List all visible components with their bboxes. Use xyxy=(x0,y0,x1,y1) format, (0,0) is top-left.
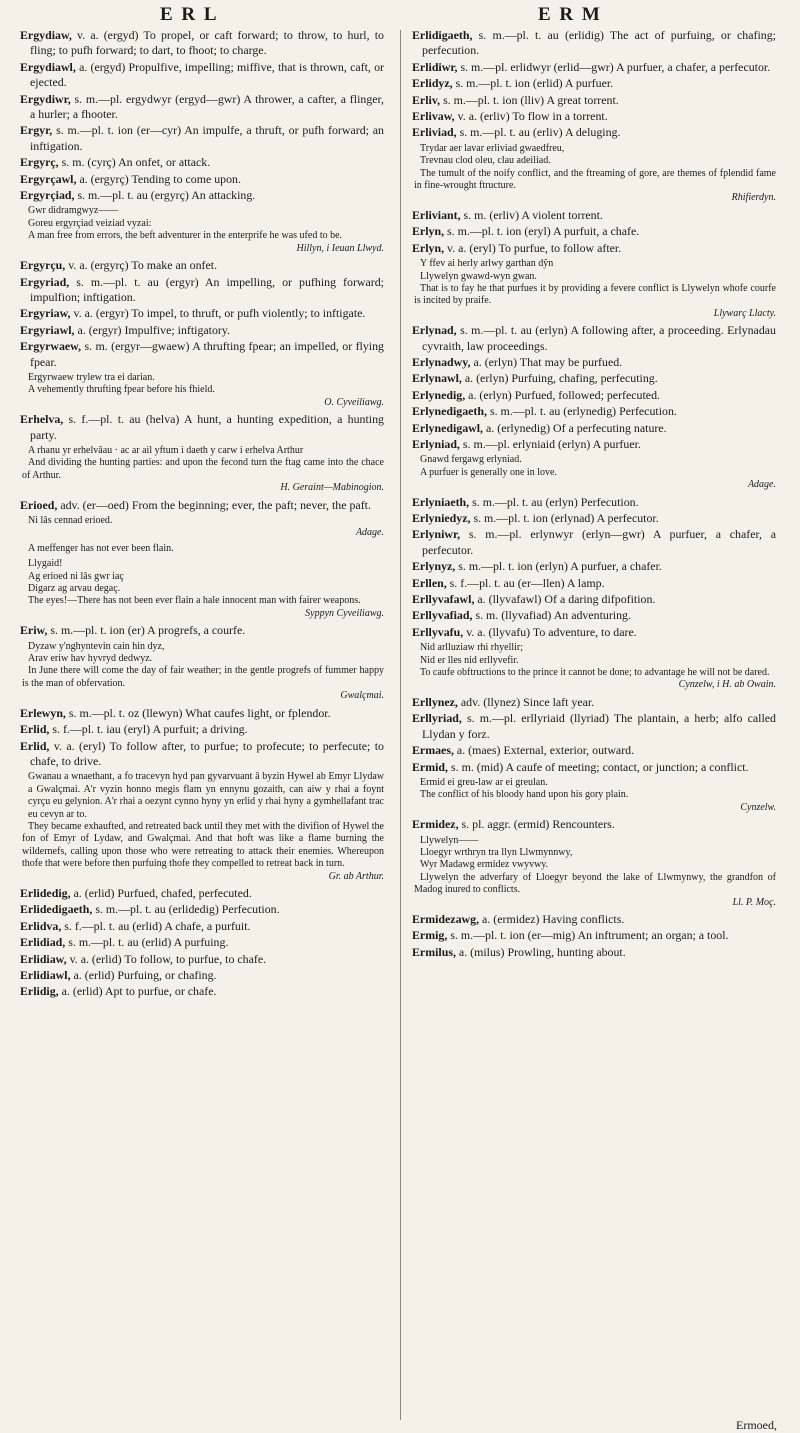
dictionary-entry xyxy=(20,902,384,917)
dictionary-entry xyxy=(412,743,776,758)
definition: s. m.—pl. erlynwyr (erlyn—gwr) A purfuer, a chafer, a perfecutor. xyxy=(422,527,776,557)
welsh-quote-line: Arav eriw hav hyvryd dedwyz. xyxy=(28,653,153,665)
dictionary-entry xyxy=(412,60,776,75)
headword: Ergyrçu, xyxy=(20,258,66,273)
dictionary-entry xyxy=(412,760,776,775)
headword: Ermidez, xyxy=(412,817,459,832)
translation-line: The tumult of the noify conflict, and the ftreaming of gore, are themes of fplendid fame in fine-wrought ftructure. xyxy=(414,167,776,192)
dictionary-entry xyxy=(412,388,776,403)
definition: s. m.—pl. t. ion (er—mig) An inftrument; an organ; a tool. xyxy=(450,928,729,943)
dictionary-entry xyxy=(20,275,384,306)
headword: Ergyriawl, xyxy=(20,322,75,337)
headword: Erlidedigaeth, xyxy=(20,902,93,917)
dictionary-entry xyxy=(20,984,384,999)
headword: Erlynyz, xyxy=(412,559,456,574)
citation xyxy=(412,454,776,491)
definition: a. (erlyn) Purfued, followed; perfecuted. xyxy=(468,387,660,402)
definition: s. m.—pl. t. au (erlid) A purfuing. xyxy=(68,935,229,950)
headword: Erlyniwr, xyxy=(412,527,461,542)
headword: Erlewyn, xyxy=(20,705,66,720)
definition: adv. (er—oed) From the beginning; ever, the paft; never, the paft. xyxy=(60,497,371,512)
translation-line: To caufe obftructions to the prince it cannot be done; to advantage he will not be dared. xyxy=(420,667,770,679)
dictionary-entry xyxy=(412,28,776,59)
dictionary-entry xyxy=(20,739,384,770)
dictionary-entry xyxy=(412,711,776,742)
definition: s. m.—pl. erlidwyr (erlid—gwr) A purfuer, a chafer, a perfecutor. xyxy=(460,59,771,74)
citation-source: Adage. xyxy=(747,479,776,491)
translation-line: In June there will come the day of fair weather; in the gentle progrefs of fummer happy is the man of obfervation. xyxy=(22,665,384,689)
definition: s. m.—pl. t. au (ergyrç) An attacking. xyxy=(77,188,256,203)
definition: v. a. (erliv) To flow in a torrent. xyxy=(457,109,608,124)
welsh-quote-line: Gwr didramgwyz—— xyxy=(28,205,119,217)
welsh-quote-line: Digarz ag arvau degaç. xyxy=(28,583,121,595)
left-column xyxy=(20,28,384,1423)
dictionary-entry xyxy=(412,495,776,510)
headword: Eriw, xyxy=(20,623,48,638)
catchword: Ermoed, xyxy=(736,1418,777,1432)
dictionary-entry xyxy=(20,952,384,967)
welsh-quote-line: Gnawd fergawg erlyniad. xyxy=(420,454,522,466)
welsh-quote-line: Llywelyn gwawd-wyn gwan. xyxy=(420,270,537,282)
dictionary-entry xyxy=(20,60,384,91)
dictionary-entry xyxy=(412,625,776,640)
citation xyxy=(20,558,384,620)
headword: Ergydiawl, xyxy=(20,59,76,74)
dictionary-entry xyxy=(412,527,776,558)
headword: Ermid, xyxy=(412,759,449,774)
headword: Ergyrwaew, xyxy=(20,339,82,354)
welsh-quote-line: Llygaid! xyxy=(28,558,63,570)
headword: Erlyniad, xyxy=(412,436,460,451)
welsh-quote-line: Dyzaw y'nghyntevin cain hin dyz, xyxy=(28,640,165,652)
translation-line: The eyes!—There has not been ever flain a hale innocent man with fairer weapons. xyxy=(28,595,361,607)
definition: s. m.—pl. t. au (erlyn) A following after, a proceeding. Erlynadau cyvraith, law proceedings. xyxy=(422,323,776,353)
headword: Ergyrç, xyxy=(20,155,59,170)
headword: Ergyrçiad, xyxy=(20,188,75,203)
definition: s. m.—pl. erlyniaid (erlyn) A purfuer. xyxy=(462,436,641,451)
headword: Erlidiawl, xyxy=(20,968,71,982)
dictionary-entry xyxy=(20,919,384,934)
dictionary-entry xyxy=(412,355,776,370)
citation xyxy=(412,642,776,692)
headword: Erlyniaeth, xyxy=(412,494,470,509)
citation xyxy=(412,258,776,320)
definition: s. m.—pl. t. au (erlyn) Perfecution. xyxy=(472,494,639,509)
citation-source: Adage. xyxy=(355,527,384,539)
definition: s. f.—pl. t. iau (eryl) A purfuit; a driving. xyxy=(52,722,248,737)
definition: s. f.—pl. t. au (helva) A hunt, a hunting expedition, a hunting party. xyxy=(30,412,384,442)
welsh-quote-line: A rhanu yr erhelvâau · ac ar ail yftum i daeth y carw i erhelva Arthur xyxy=(28,444,304,456)
welsh-quote-line: Gwanau a wnaethant, a fo tracevyn hyd pan gyvarvuant â byzin Hywel ab Emyr Llydaw a Gwalçmai. A'r vyzin honno megis flam yn ennynu gozaith, can aiw y rhai a foynt cyrçu eu gelynion. A'r rhai a oezynt cynno hyny yn erlid y rhai hyny a gymhellafant trac eu cevyn ar to. xyxy=(28,771,384,820)
headword: Erllyvafiad, xyxy=(412,608,473,623)
headword: Erlynawl, xyxy=(412,371,462,386)
citation xyxy=(20,445,384,495)
citation-source: O. Cyveiliawg. xyxy=(324,396,384,408)
definition: v. a. (eryl) To follow after, to purfue; to profecute; to perfecute; to chafe, to drive. xyxy=(30,738,384,768)
definition: s. m.—pl. ergydwyr (ergyd—gwr) A thrower, a cafter, a flinger, a hurler; a fhooter. xyxy=(30,91,384,122)
citation-source: H. Geraint—Mabinogion. xyxy=(280,482,384,494)
definition: s. f.—pl. t. au (er—llen) A lamp. xyxy=(449,575,605,590)
citation xyxy=(412,835,776,909)
citation xyxy=(20,543,384,555)
definition: a. (maes) External, exterior, outward. xyxy=(456,743,635,758)
headword: Erlidiad, xyxy=(20,935,66,950)
dictionary-entry xyxy=(412,404,776,419)
headword: Ermilus, xyxy=(412,944,456,959)
citation xyxy=(20,515,384,540)
headword: Ergyriad, xyxy=(20,274,70,289)
dictionary-entry xyxy=(412,109,776,124)
dictionary-entry xyxy=(20,155,384,170)
welsh-quote-line: Llywelyn—— xyxy=(420,834,479,846)
definition: a. (ergyd) Propulfive, impelling; miffive, that is thrown, caft, or ejected. xyxy=(30,59,384,90)
dictionary-entry xyxy=(20,339,384,370)
headword: Erliviad, xyxy=(412,125,457,140)
column-divider xyxy=(400,30,401,1420)
headword: Erlynedigawl, xyxy=(412,420,484,435)
dictionary-entry xyxy=(20,623,384,638)
definition: s. m.—pl. t. au (erlynedig) Perfecution. xyxy=(489,404,677,419)
headword: Erlynad, xyxy=(412,323,457,338)
dictionary-entry xyxy=(20,968,384,983)
headword: Erlid, xyxy=(20,722,50,737)
headword: Erlidedig, xyxy=(20,885,71,900)
headword: Erllen, xyxy=(412,575,447,590)
welsh-quote-line: Lloegyr wrthryn tra llyn Llwmynnwy, xyxy=(420,846,573,858)
citation xyxy=(20,205,384,255)
definition: a. (erlyn) Purfuing, chafing, perfecuting. xyxy=(464,371,658,386)
dictionary-entry xyxy=(412,559,776,574)
headword: Ergydiwr, xyxy=(20,91,71,106)
definition: s. m.—pl. t. au (erlidig) The act of purfuing, or chafing; perfecution. xyxy=(422,28,776,58)
definition: s. m. (mid) A caufe of meeting; contact, or junction; a conflict. xyxy=(451,759,749,774)
definition: v. a. (llyvafu) To adventure, to dare. xyxy=(466,624,637,639)
headword: Erlynadwy, xyxy=(412,354,471,369)
dictionary-entry xyxy=(20,706,384,721)
dictionary-entry xyxy=(412,511,776,526)
headword: Erlyn, xyxy=(412,240,445,255)
definition: s. m. (cyrç) An onfet, or attack. xyxy=(61,155,211,170)
headword: Erllyvafawl, xyxy=(412,592,475,607)
definition: s. m. (erliv) A violent torrent. xyxy=(463,207,603,222)
welsh-quote-line: A meffenger has not ever been flain. xyxy=(28,542,174,554)
definition: s. f.—pl. t. au (erlid) A chafe, a purfuit. xyxy=(64,918,251,933)
dictionary-entry xyxy=(20,188,384,203)
dictionary-entry xyxy=(412,323,776,354)
citation-source: Hillyn, i Ieuan Llwyd. xyxy=(296,242,384,254)
welsh-quote-line: Trevnau clod oleu, clau adeiliad. xyxy=(420,155,551,167)
welsh-quote-line: Ni lâs cennad erioed. xyxy=(28,515,113,526)
citation xyxy=(412,777,776,814)
citation-source: Llywarç Llacty. xyxy=(713,307,776,319)
welsh-quote-line: Wyr Madawg ermidez vwyvwy. xyxy=(420,859,549,871)
definition: a. (erlynedig) Of a perfecuting nature. xyxy=(486,420,667,435)
citation-source: Gr. ab Arthur. xyxy=(328,870,384,882)
citation-source: Cynzelw, i H. ab Owain. xyxy=(678,679,776,691)
headword: Ergyrçawl, xyxy=(20,171,77,186)
definition: s. m. (ergyr—gwaew) A thrufting fpear; an impelled, or flying fpear. xyxy=(30,339,384,369)
right-column xyxy=(412,28,776,1423)
welsh-quote-line: Nid arlluziaw rhi rhyellir; xyxy=(420,642,524,654)
headword: Erlidva, xyxy=(20,918,62,933)
definition: a. (erlid) Apt to purfue, or chafe. xyxy=(61,984,217,999)
definition: v. a. (eryl) To purfue, to follow after. xyxy=(447,240,622,255)
dictionary-entry xyxy=(412,608,776,623)
dictionary-entry xyxy=(412,817,776,832)
citation xyxy=(20,372,384,409)
dictionary-entry xyxy=(412,224,776,239)
definition: a. (ermidez) Having conflicts. xyxy=(482,911,625,926)
dictionary-entry xyxy=(412,945,776,960)
citation-source: Rhifierdyn. xyxy=(731,192,776,204)
citation-source: Ll. P. Moç. xyxy=(732,896,776,908)
dictionary-entry xyxy=(412,592,776,607)
definition: a. (ergyr) Impulfive; inftigatory. xyxy=(77,322,231,337)
citation xyxy=(20,771,384,883)
dictionary-entry xyxy=(412,695,776,710)
welsh-quote-line: Trydar aer lavar erliviad gwaedfreu, xyxy=(420,142,565,154)
headword: Erliviant, xyxy=(412,207,461,222)
headword: Erlidiwr, xyxy=(412,59,458,74)
definition: a. (ergyrç) Tending to come upon. xyxy=(79,171,241,186)
dictionary-entry xyxy=(412,437,776,452)
headword: Ermidezawg, xyxy=(412,911,480,926)
definition: v. a. (ergyd) To propel, or caft forward; to throw, to hurl, to fling; to pufh forward; to dart, to fhoot; to charge. xyxy=(30,28,384,58)
definition: s. m.—pl. t. ion (erlid) A purfuer. xyxy=(455,76,614,91)
headword: Erlidigaeth, xyxy=(412,28,473,42)
dictionary-entry xyxy=(20,935,384,950)
headword: Ergyriaw, xyxy=(20,306,71,321)
headword: Ergyr, xyxy=(20,123,53,138)
definition: a. (llyvafawl) Of a daring difpofition. xyxy=(477,592,656,607)
welsh-quote-line: Ermid ei greu-law ar ei greulan. xyxy=(420,776,548,788)
translation-line: A vehemently thrufting fpear before his fhield. xyxy=(28,384,215,396)
dictionary-entry xyxy=(20,28,384,59)
definition: s. m.—pl. t. au (erlidedig) Perfecution. xyxy=(95,902,280,917)
headword: Erlidyz, xyxy=(412,76,453,91)
definition: v. a. (ergyr) To impel, to thruft, or pufh violently; to inftigate. xyxy=(73,306,366,321)
dictionary-entry xyxy=(20,323,384,338)
definition: s. m.—pl. t. au (erliv) A deluging. xyxy=(459,125,621,140)
translation-line: A purfuer is generally one in love. xyxy=(420,466,557,478)
headword: Ergydiaw, xyxy=(20,28,72,42)
definition: a. (erlid) Purfuing, or chafing. xyxy=(73,968,217,982)
definition: s. m.—pl. t. ion (er—cyr) An impulfe, a thruft, or pufh forward; an inftigation. xyxy=(30,123,384,153)
dictionary-entry xyxy=(412,76,776,91)
running-head-left: E R L xyxy=(160,4,219,25)
definition: s. m.—pl. t. ion (eryl) A purfuit, a chafe. xyxy=(447,224,640,239)
definition: s. m.—pl. t. ion (erlynad) A perfecutor. xyxy=(473,511,659,525)
definition: s. m. (llyvafiad) An adventuring. xyxy=(475,608,631,623)
dictionary-entry xyxy=(20,412,384,443)
translation-line: That is to fay he that purfues it by providing a fevere conflict is Llywelyn whofe courfe is incited by praife. xyxy=(414,282,776,307)
dictionary-entry xyxy=(412,576,776,591)
dictionary-entry xyxy=(20,258,384,273)
dictionary-entry xyxy=(412,371,776,386)
headword: Erhelva, xyxy=(20,412,64,427)
definition: a. (erlid) Purfued, chafed, perfecuted. xyxy=(73,885,252,900)
dictionary-entry xyxy=(20,886,384,901)
headword: Ermaes, xyxy=(412,743,454,758)
headword: Erlidig, xyxy=(20,984,59,999)
dictionary-entry xyxy=(20,306,384,321)
dictionary-entry xyxy=(20,123,384,154)
headword: Erllyvafu, xyxy=(412,624,464,639)
translation-line: Llywelyn the adverfary of Lloegyr beyond the lake of Llwmynwy, the grandfon of Madog inured to conflicts. xyxy=(414,871,776,896)
dictionary-entry xyxy=(412,241,776,256)
headword: Erlivaw, xyxy=(412,109,455,124)
citation-source: Cynzelw. xyxy=(740,801,776,813)
translation-line: And dividing the hunting parties: and upon the fecond turn the ftag came into the chace of Arthur. xyxy=(22,457,384,481)
definition: s. m.—pl. t. ion (erlyn) A purfuer, a chafer. xyxy=(458,559,662,574)
running-head-right: E R M xyxy=(538,4,602,25)
headword: Erlyn, xyxy=(412,224,445,239)
definition: v. a. (ergyrç) To make an onfet. xyxy=(68,258,218,273)
definition: s. pl. aggr. (ermid) Rencounters. xyxy=(461,817,615,832)
headword: Ermig, xyxy=(412,928,448,943)
dictionary-entry xyxy=(412,928,776,943)
citation xyxy=(412,143,776,205)
translation-line: They became exhaufted, and retreated back until they met with the divifion of Hywel the fon of Emyr of Lydaw, and Gwalçmai. And that hoft was like a flame burning the wildernefs, calling upon those who were retreating to attack their enemies. Whereupon thofe that were before then purfuing thofe they compelled to retreat back in turn. xyxy=(22,820,384,870)
definition: s. m.—pl. t. oz (llewyn) What caufes light, or fplendor. xyxy=(68,705,331,720)
headword: Erllyriad, xyxy=(412,711,462,726)
headword: Erllynez, xyxy=(412,694,458,709)
dictionary-entry xyxy=(412,208,776,223)
welsh-quote-line: Y ffev ai herly arlwy garthan dŷn xyxy=(420,258,554,270)
headword: Erlynedigaeth, xyxy=(412,404,487,419)
welsh-quote-line: Goreu ergyrçiad veiziad vyzai: xyxy=(28,217,152,229)
dictionary-entry xyxy=(412,93,776,108)
definition: v. a. (erlid) To follow, to purfue, to chafe. xyxy=(69,951,267,966)
citation xyxy=(20,641,384,703)
welsh-quote-line: Ag erioed ni lâs gwr iaç xyxy=(28,570,124,582)
headword: Erliv, xyxy=(412,92,441,107)
welsh-quote-line: Ergyrwaew trylew tra ei darian. xyxy=(28,371,155,383)
citation-source: Syppyn Cyveiliawg. xyxy=(305,607,384,619)
definition: s. m.—pl. erllyriaid (llyriad) The plantain, a herb; alfo called Llydan y forz. xyxy=(422,711,776,741)
translation-line: A man free from errors, the beft adventurer in the enterprife he was ufed to be. xyxy=(28,230,343,242)
definition: s. m.—pl. t. au (ergyr) An impelling, or pufhing forward; impulfion; inftigation. xyxy=(30,274,384,304)
definition: s. m.—pl. t. ion (lliv) A great torrent. xyxy=(443,92,619,107)
definition: adv. (llynez) Since laft year. xyxy=(460,694,595,709)
welsh-quote-line: Nid er lles nid erllyvefir. xyxy=(420,654,519,666)
definition: a. (milus) Prowling, hunting about. xyxy=(458,944,626,959)
dictionary-entry xyxy=(412,125,776,140)
dictionary-entry xyxy=(412,421,776,436)
citation-source: Gwalçmai. xyxy=(340,690,384,702)
headword: Erioed, xyxy=(20,497,58,512)
dictionary-entry xyxy=(20,92,384,123)
dictionary-entry xyxy=(412,912,776,927)
definition: s. m.—pl. t. ion (er) A progrefs, a courfe. xyxy=(50,623,246,638)
headword: Erlyniedyz, xyxy=(412,511,471,525)
dictionary-entry xyxy=(20,172,384,187)
dictionary-entry xyxy=(20,498,384,513)
dictionary-entry xyxy=(20,722,384,737)
headword: Erlid, xyxy=(20,738,50,753)
headword: Erlidiaw, xyxy=(20,951,67,966)
headword: Erlynedig, xyxy=(412,387,466,402)
definition: a. (erlyn) That may be purfued. xyxy=(473,354,623,369)
translation-line: The conflict of his bloody hand upon his gory plain. xyxy=(420,789,629,801)
page-header xyxy=(0,4,800,26)
